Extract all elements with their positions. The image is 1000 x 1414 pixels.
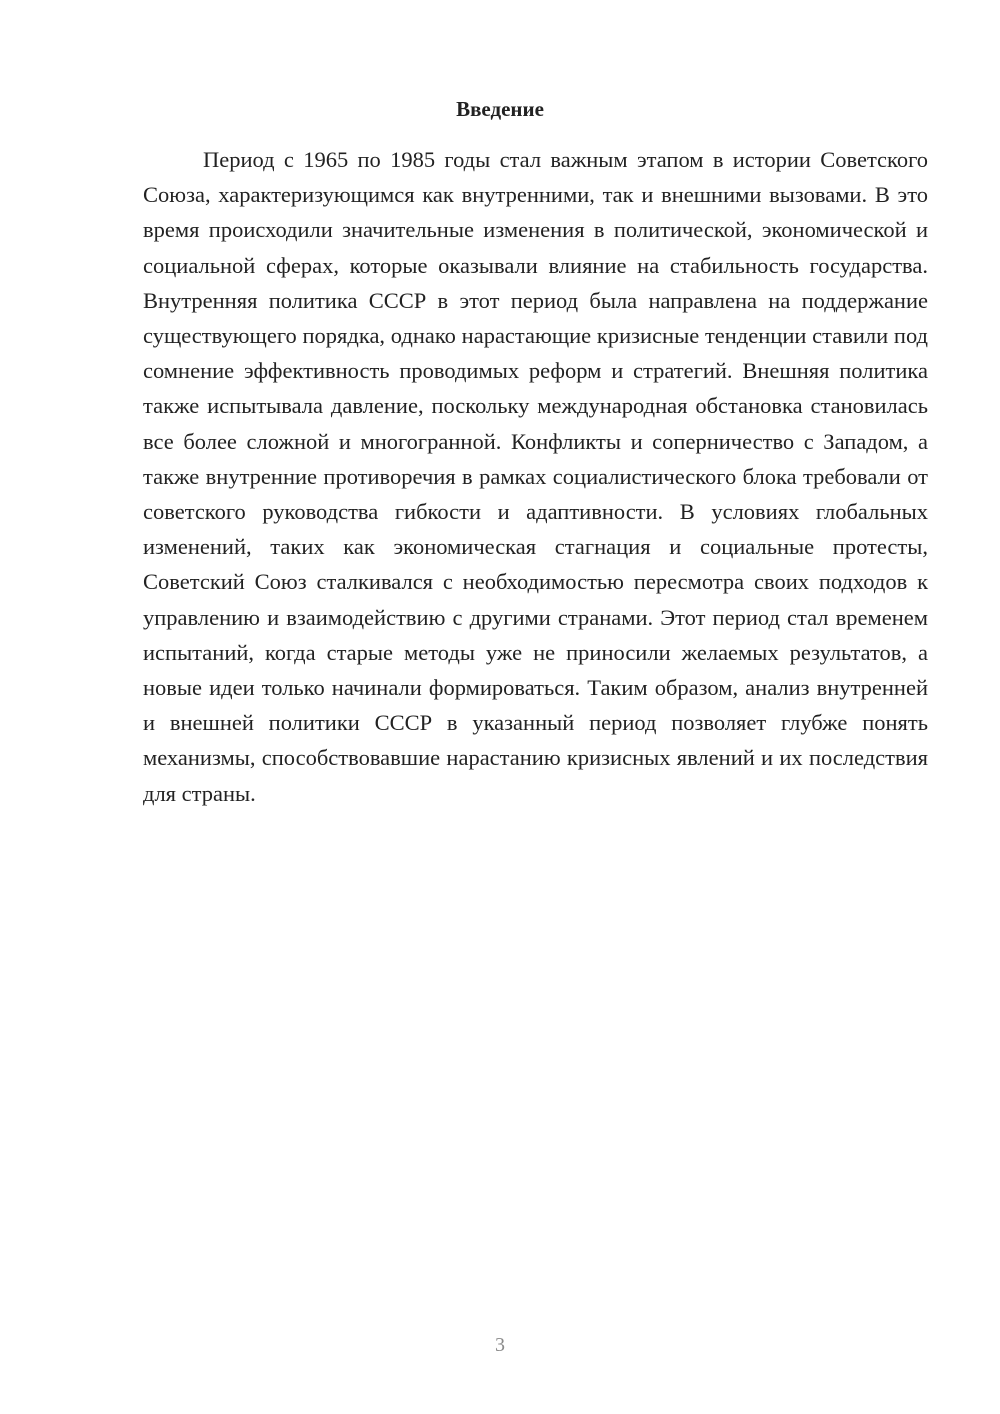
body-paragraph: Период с 1965 по 1985 годы стал важным этапом в истории Советского Союза, характеризующимся как внутренними, так и внешними вызовами. В это время происходили значительные изменения в политической, экономической и социальной сферах, которые оказывали влияние на стабильность государства. Внутренняя политика СССР в этот период была направлена на поддержание существующего порядка, однако нарастающие кризисные тенденции ставили под сомнение эффективность проводимых реформ и стратегий. Внешняя политика также испытывала давление, поскольку международная обстановка становилась все более сложной и многогранной. Конфликты и соперничество с Западом, а также внутренние противоречия в рамках социалистического блока требовали от советского руководства гибкости и адаптивности. В условиях глобальных изменений, таких как экономическая стагнация и социальные протесты, Советский Союз сталкивался с необходимостью пересмотра своих подходов к управлению и взаимодействию с другими странами. Этот период стал временем испытаний, когда старые методы уже не приносили желаемых результатов, а новые идеи только начинали формироваться. Таким образом, анализ внутренней и внешней политики СССР в указанный период позволяет глубже понять механизмы, способствовавшие нарастанию кризисных явлений и их последствия для страны. <box>143 147 928 806</box>
section-heading: Введение <box>456 97 544 121</box>
page-number: 3 <box>495 1334 505 1356</box>
